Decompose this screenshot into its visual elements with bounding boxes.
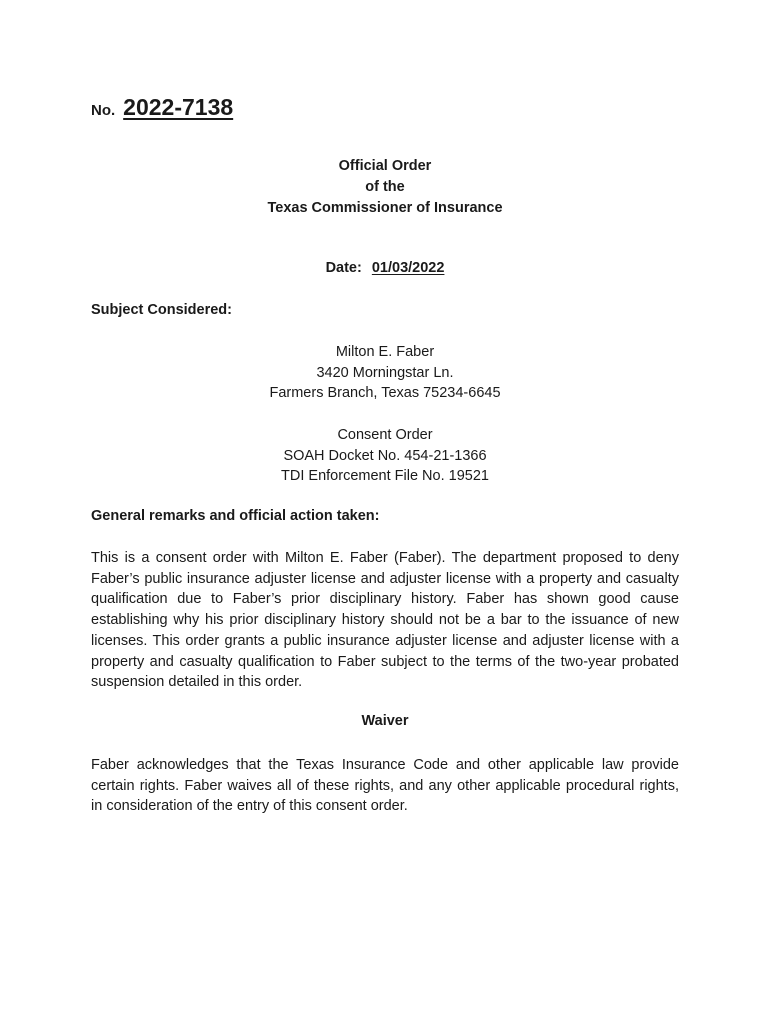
subject-city: Farmers Branch, Texas 75234-6645 (269, 385, 501, 402)
waiver-heading: Waiver (361, 713, 409, 729)
subject-name: Milton E. Faber (335, 344, 435, 360)
soah-docket: SOAH Docket No. 454-21-1366 (283, 447, 487, 464)
date-label: Date: (325, 260, 362, 276)
paragraph-line: in consideration of the entry of this consent order. (91, 798, 408, 815)
paragraph-line: suspension detailed in this order. (91, 674, 303, 691)
title-line-3: Texas Commissioner of Insurance (267, 200, 503, 216)
general-remarks-heading: General remarks and official action taken: (91, 508, 380, 524)
order-number-prefix: No. (91, 102, 116, 119)
order-date (0, 260, 770, 276)
general-remarks-paragraph (91, 548, 679, 693)
title-line-1: Official Order (338, 158, 432, 174)
order-type: Consent Order (337, 427, 433, 443)
paragraph-line: property and casualty qualification to Faber subject to the terms of the two-year probated (91, 653, 679, 670)
paragraph-line: qualification due to Faber’s prior disciplinary history. Faber has shown good cause (91, 591, 679, 608)
paragraph-line: licenses. This order grants a public insurance adjuster license and adjuster license with a (91, 632, 679, 649)
paragraph-line: certain rights. Faber waives all of these rights, and any other applicable procedural rights, (91, 777, 679, 794)
order-number-value: 2022-7138 (123, 94, 234, 120)
subject-address (0, 342, 770, 404)
date-value: 01/03/2022 (371, 260, 445, 276)
document-title (0, 156, 770, 219)
case-references (0, 425, 770, 487)
subject-heading: Subject Considered: (91, 302, 232, 318)
waiver-paragraph (91, 755, 679, 817)
paragraph-line: Faber’s public insurance adjuster license and adjuster license with a property and casualty (91, 570, 679, 587)
paragraph-line: This is a consent order with Milton E. Faber (Faber). The department proposed to deny (91, 550, 679, 566)
tdi-file-number: TDI Enforcement File No. 19521 (281, 468, 489, 485)
paragraph-line: Faber acknowledges that the Texas Insurance Code and other applicable law provide (91, 757, 679, 773)
order-number (91, 94, 233, 121)
paragraph-line: establishing why his prior disciplinary history should not be a bar to the issuance of new (91, 612, 679, 629)
title-line-2: of the (365, 179, 405, 195)
subject-street: 3420 Morningstar Ln. (316, 364, 454, 381)
